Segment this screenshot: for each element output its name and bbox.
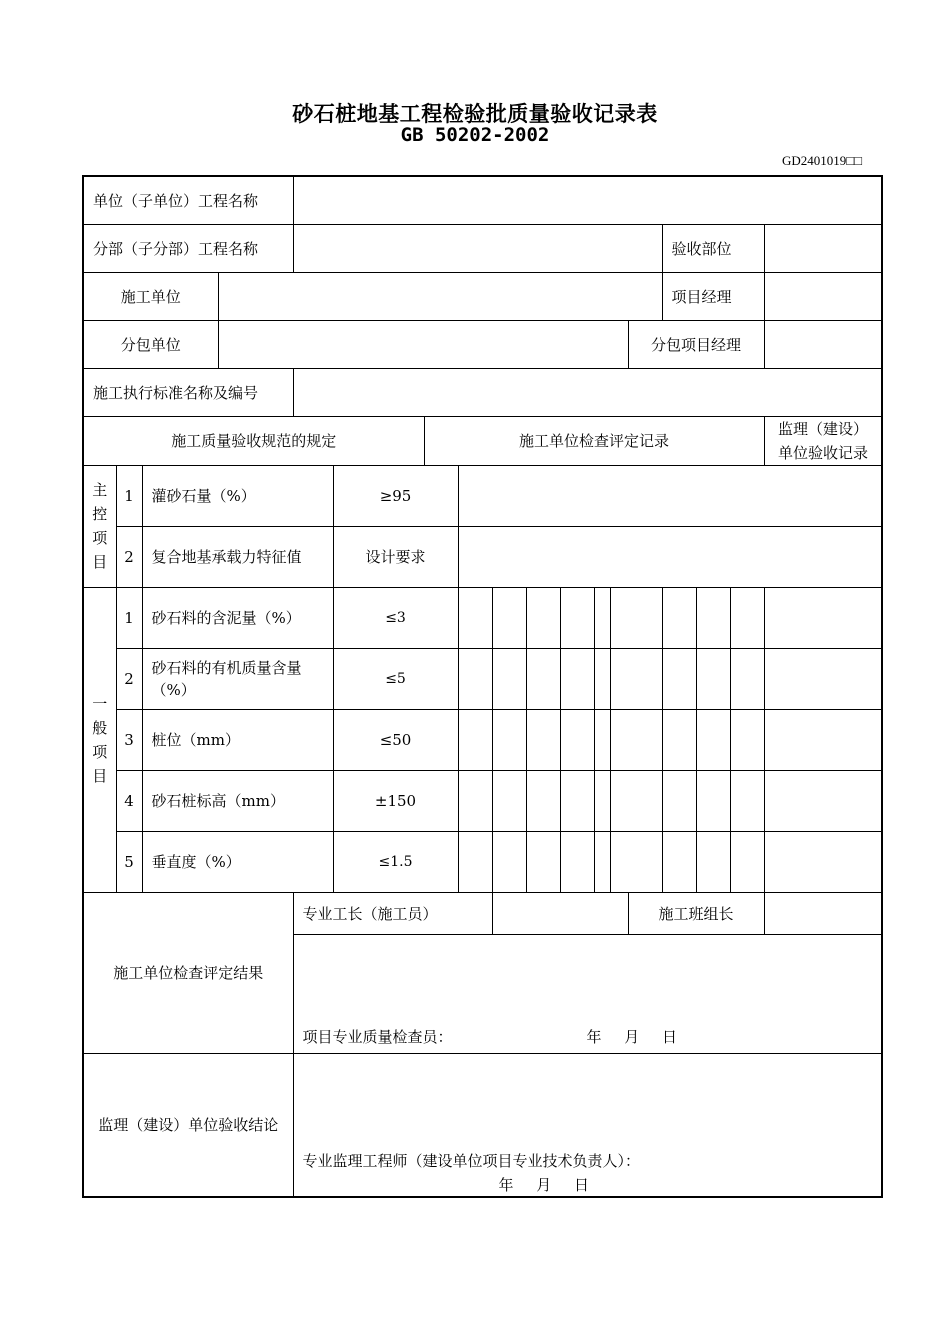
measure-cell[interactable]: [696, 587, 730, 648]
contractor-result-box[interactable]: [293, 934, 882, 1053]
item-requirement: ≤3: [333, 587, 458, 648]
measure-cell[interactable]: [560, 831, 594, 892]
measure-cell[interactable]: [662, 587, 696, 648]
measure-cell[interactable]: [458, 770, 492, 831]
measure-cell[interactable]: [662, 709, 696, 770]
measure-cell[interactable]: [560, 587, 594, 648]
measure-cell[interactable]: [696, 709, 730, 770]
measure-cell[interactable]: [610, 709, 662, 770]
measure-cell[interactable]: [492, 770, 526, 831]
item-number: 3: [116, 709, 142, 770]
item-name: 砂石料的有机质量含量（%）: [142, 648, 333, 709]
measure-cell[interactable]: [764, 648, 882, 709]
item-number: 1: [116, 465, 142, 526]
measure-cell[interactable]: [492, 648, 526, 709]
record-cell[interactable]: [458, 465, 882, 526]
item-requirement: ≥95: [333, 465, 458, 526]
main-items-group-label: 主 控 项 目: [83, 465, 116, 587]
item-requirement: ≤1.5: [333, 831, 458, 892]
record-cell[interactable]: [458, 526, 882, 587]
supervision-date: 年 月 日: [498, 1175, 590, 1194]
measure-cell[interactable]: [696, 831, 730, 892]
subcontractor-label: 分包单位: [83, 320, 218, 368]
general-items-group-label: 一 般 项 目: [83, 587, 116, 892]
measure-cell[interactable]: [730, 648, 764, 709]
pm-field[interactable]: [764, 272, 882, 320]
measure-cell[interactable]: [594, 648, 610, 709]
measure-cell[interactable]: [696, 770, 730, 831]
item-number: 1: [116, 587, 142, 648]
measure-cell[interactable]: [458, 587, 492, 648]
item-name: 砂石料的含泥量（%）: [142, 587, 333, 648]
item-requirement: ≤50: [333, 709, 458, 770]
measure-cell[interactable]: [764, 587, 882, 648]
measure-cell[interactable]: [458, 648, 492, 709]
item-number: 5: [116, 831, 142, 892]
measure-cell[interactable]: [696, 648, 730, 709]
measure-cell[interactable]: [492, 831, 526, 892]
measure-cell[interactable]: [610, 648, 662, 709]
inspection-date: 年 月 日: [586, 1027, 678, 1046]
supervising-engineer-label: 专业监理工程师（建设单位项目专业技术负责人）：: [302, 1151, 641, 1170]
item-number: 2: [116, 648, 142, 709]
sub-project-field[interactable]: [293, 224, 662, 272]
standard-field[interactable]: [293, 368, 882, 416]
item-name: 复合地基承载力特征值: [142, 526, 333, 587]
measure-cell[interactable]: [764, 770, 882, 831]
item-requirement: ±150: [333, 770, 458, 831]
supervision-header-line2: 单位验收记录: [778, 443, 869, 462]
measure-cell[interactable]: [526, 770, 560, 831]
accept-part-label: 验收部位: [662, 224, 764, 272]
page-title: 砂石桩地基工程检验批质量验收记录表: [292, 102, 658, 126]
contractor-label: 施工单位: [83, 272, 218, 320]
measure-cell[interactable]: [560, 648, 594, 709]
inspection-form-table: [82, 175, 883, 1198]
subcontractor-field[interactable]: [218, 320, 628, 368]
measure-cell[interactable]: [730, 831, 764, 892]
measure-cell[interactable]: [764, 831, 882, 892]
item-number: 2: [116, 526, 142, 587]
form-code: GD2401019□□: [782, 153, 862, 168]
sub-pm-label: 分包项目经理: [628, 320, 764, 368]
item-name: 灌砂石量（%）: [142, 465, 333, 526]
contractor-field[interactable]: [218, 272, 662, 320]
measure-cell[interactable]: [594, 770, 610, 831]
measure-cell[interactable]: [730, 709, 764, 770]
measure-cell[interactable]: [526, 709, 560, 770]
item-number: 4: [116, 770, 142, 831]
team-leader-field[interactable]: [764, 892, 882, 934]
item-name: 砂石桩标高（mm）: [142, 770, 333, 831]
measure-cell[interactable]: [610, 831, 662, 892]
supervision-result-box[interactable]: [293, 1053, 882, 1197]
measure-cell[interactable]: [492, 709, 526, 770]
supervision-result-label: 监理（建设）单位验收结论: [83, 1053, 293, 1197]
measure-cell[interactable]: [730, 770, 764, 831]
measure-cell[interactable]: [492, 587, 526, 648]
foreman-label: 专业工长（施工员）: [293, 892, 492, 934]
measure-cell[interactable]: [458, 831, 492, 892]
spec-column-header: 施工质量验收规范的规定: [83, 416, 424, 465]
item-name: 桩位（mm）: [142, 709, 333, 770]
measure-cell[interactable]: [662, 648, 696, 709]
measure-cell[interactable]: [594, 709, 610, 770]
measure-cell[interactable]: [764, 709, 882, 770]
measure-cell[interactable]: [526, 648, 560, 709]
standard-number: GB 50202-2002: [400, 124, 550, 146]
pm-label: 项目经理: [662, 272, 764, 320]
accept-part-field[interactable]: [764, 224, 882, 272]
sub-pm-field[interactable]: [764, 320, 882, 368]
measure-cell[interactable]: [730, 587, 764, 648]
measure-cell[interactable]: [662, 831, 696, 892]
measure-cell[interactable]: [526, 831, 560, 892]
measure-cell[interactable]: [662, 770, 696, 831]
item-requirement: 设计要求: [333, 526, 458, 587]
measure-cell[interactable]: [526, 587, 560, 648]
item-requirement: ≤5: [333, 648, 458, 709]
supervision-column-header: [764, 416, 882, 465]
team-leader-label: 施工班组长: [628, 892, 764, 934]
measure-cell[interactable]: [594, 831, 610, 892]
measure-cell[interactable]: [458, 709, 492, 770]
measure-cell[interactable]: [560, 709, 594, 770]
unit-project-field[interactable]: [293, 176, 882, 224]
record-column-header: 施工单位检查评定记录: [424, 416, 764, 465]
inspector-label: 项目专业质量检查员：: [302, 1027, 453, 1046]
measure-cell[interactable]: [594, 587, 610, 648]
unit-project-label: 单位（子单位）工程名称: [83, 176, 293, 224]
item-name: 垂直度（%）: [142, 831, 333, 892]
measure-cell[interactable]: [610, 587, 662, 648]
contractor-result-label: 施工单位检查评定结果: [83, 892, 293, 1053]
foreman-field[interactable]: [492, 892, 628, 934]
supervision-header-line1: 监理（建设）: [778, 419, 869, 438]
sub-project-label: 分部（子分部）工程名称: [83, 224, 293, 272]
measure-cell[interactable]: [560, 770, 594, 831]
standard-label: 施工执行标准名称及编号: [83, 368, 293, 416]
measure-cell[interactable]: [610, 770, 662, 831]
